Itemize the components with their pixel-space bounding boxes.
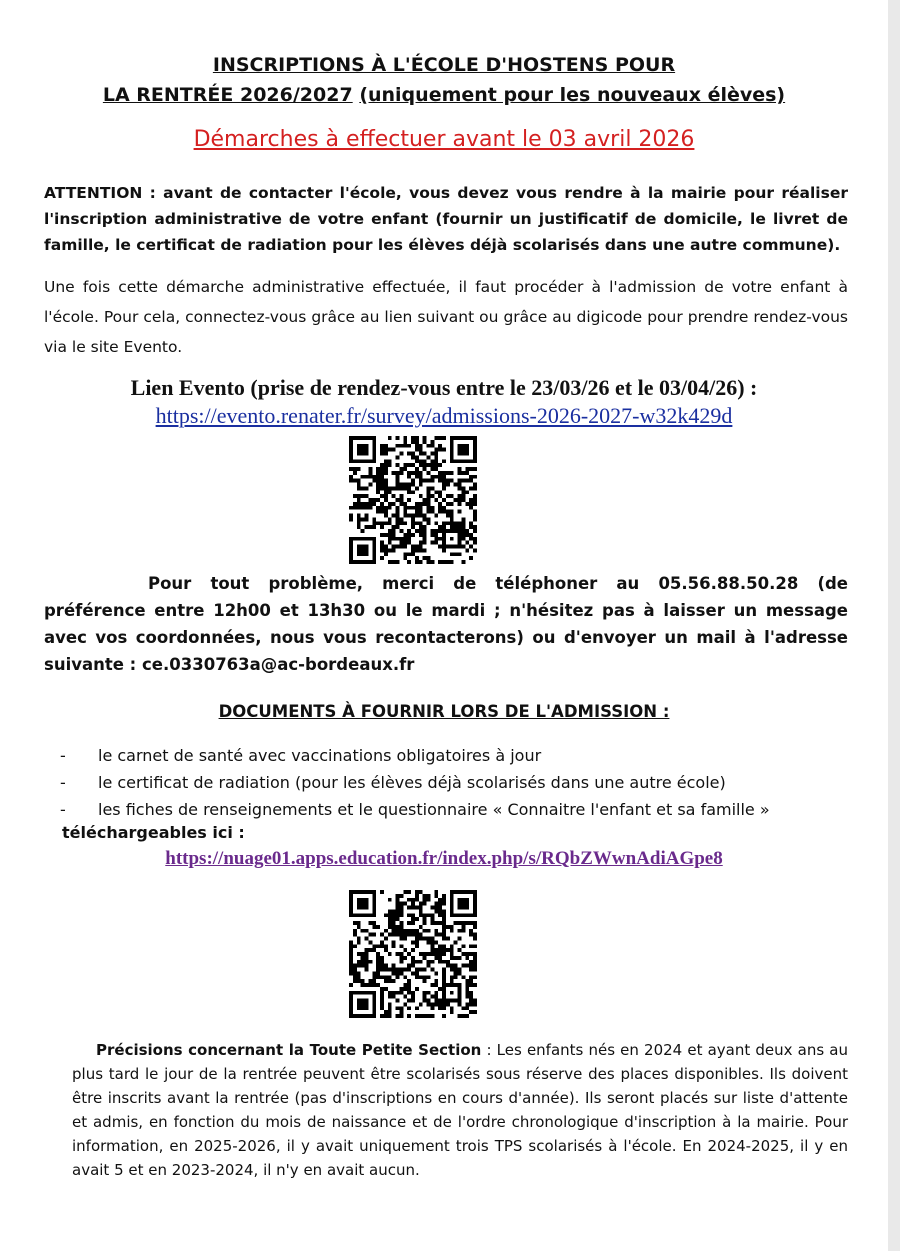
qr-code-icon[interactable] <box>348 890 478 1018</box>
attention-paragraph: ATTENTION : avant de contacter l'école, vous devez vous rendre à la mairie pour réaliser l'inscription administrative de votre enfant (fournir un justificatif de domicile, le livret de famille, le certificat de radiation pour les élèves déjà scolarisés dans une autre commune). <box>44 184 848 254</box>
deadline-notice: Démarches à effectuer avant le 03 avril 2026 <box>193 127 695 152</box>
tps-paragraph <box>72 1038 848 1182</box>
download-label: téléchargeables ici : <box>62 823 245 842</box>
tps-heading: Précisions concernant la Toute Petite Section <box>96 1041 482 1059</box>
documents-list <box>60 742 860 823</box>
admission-paragraph: Une fois cette démarche administrative effectuée, il faut procéder à l'admission de votre enfant à l'école. Pour cela, connectez-vous grâce au lien suivant ou grâce au digicode pour prendre rendez-vous via le site Evento. <box>44 278 848 356</box>
contact-text: Pour tout problème, merci de téléphoner au 05.56.88.50.28 (de préférence entre 12h00 et 13h30 ou le mardi ; n'hésitez pas à laisser un message avec vos coordonnées, nous vous recontacterons) ou d'envoyer un mail à l'adresse suivante : ce.0330763a@ac-bordeaux.fr <box>44 574 848 674</box>
contact-paragraph <box>44 570 848 678</box>
list-item: - le carnet de santé avec vaccinations obligatoires à jour <box>60 742 860 769</box>
tps-text: : Les enfants nés en 2024 et ayant deux ans au plus tard le jour de la rentrée peuvent être scolarisés sous réserve des places disponibles. Ils doivent être inscrits avant la rentrée (pas d'inscriptions en cours d'année). Ils seront placés sur liste d'attente et admis, en fonction du mois de naissance et de l'ordre chronologique d'inscription à la mairie. Pour information, en 2025-2026, il y avait uniquement trois TPS scolarisés à l'école. En 2024-2025, il y en avait 5 et en 2023-2024, il n'y en avait aucun. <box>72 1041 848 1179</box>
subtitle-main: LA RENTRÉE 2026/2027 <box>102 84 353 106</box>
page-title: INSCRIPTIONS À L'ÉCOLE D'HOSTENS POUR <box>212 54 676 76</box>
evento-label: Lien Evento (prise de rendez-vous entre le 23/03/26 et le 03/04/26) : <box>130 375 758 400</box>
download-link[interactable]: https://nuage01.apps.education.fr/index.php/s/RQbZWwnAdiAGpe8 <box>165 848 723 869</box>
list-item: - le certificat de radiation (pour les élèves déjà scolarisés dans une autre école) <box>60 769 860 796</box>
page-subtitle <box>0 84 888 106</box>
evento-link[interactable]: https://evento.renater.fr/survey/admissions-2026-2027-w32k429d <box>155 403 733 428</box>
qr-code-icon[interactable] <box>348 436 478 564</box>
subtitle-note: (uniquement pour les nouveaux élèves) <box>359 84 786 106</box>
documents-title: DOCUMENTS À FOURNIR LORS DE L'ADMISSION : <box>218 702 670 721</box>
list-item: - les fiches de renseignements et le questionnaire « Connaitre l'enfant et sa famille » <box>60 796 860 823</box>
